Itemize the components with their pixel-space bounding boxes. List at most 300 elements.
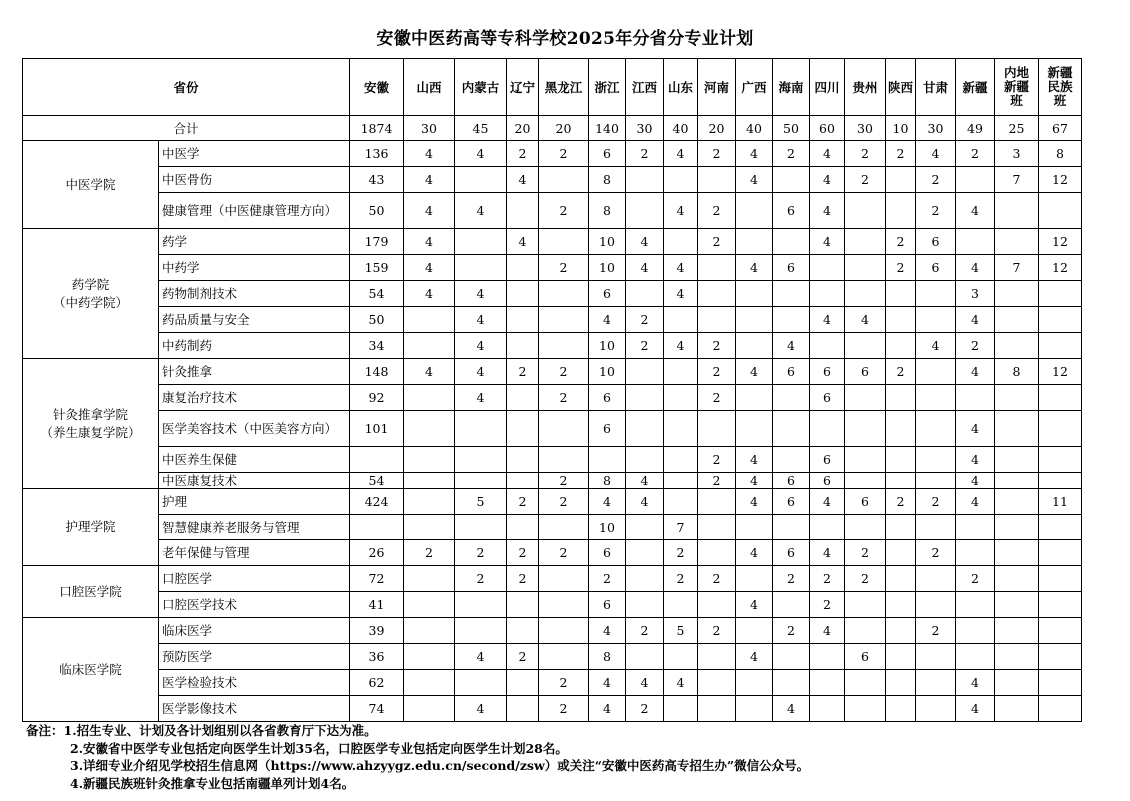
plan-cell: [736, 411, 773, 447]
plan-cell: 2: [698, 385, 736, 411]
plan-cell: 4: [626, 229, 664, 255]
total-cell: 1874: [350, 116, 404, 141]
plan-cell: [1039, 540, 1082, 566]
major-name: 中医康复技术: [159, 473, 350, 489]
plan-cell: [773, 515, 810, 540]
plan-cell: [626, 359, 664, 385]
plan-cell: 4: [916, 333, 956, 359]
plan-cell: [455, 515, 507, 540]
plan-cell: [995, 473, 1039, 489]
plan-cell: 6: [589, 281, 626, 307]
plan-cell: [539, 281, 589, 307]
plan-cell: 2: [539, 255, 589, 281]
plan-cell: [995, 447, 1039, 473]
plan-cell: 4: [736, 489, 773, 515]
plan-cell: [995, 515, 1039, 540]
table-row: [23, 566, 1082, 592]
plan-cell: 8: [995, 359, 1039, 385]
header-province: 陕西: [886, 59, 916, 116]
plan-cell: [1039, 644, 1082, 670]
plan-cell: 2: [539, 193, 589, 229]
college-subname-line: （中药学院）: [52, 294, 128, 310]
plan-cell: [404, 515, 455, 540]
plan-cell: [916, 670, 956, 696]
plan-cell: 4: [455, 359, 507, 385]
plan-cell: [404, 333, 455, 359]
total-cell: 20: [539, 116, 589, 141]
plan-cell: 2: [886, 141, 916, 167]
plan-cell: 2: [810, 566, 845, 592]
note-line-2: 2.安徽省中医学专业包括定向医学生计划35名，口腔医学专业包括定向医学生计划28名。: [70, 740, 568, 756]
plan-cell: [539, 229, 589, 255]
plan-cell: 2: [698, 333, 736, 359]
plan-cell: 2: [916, 540, 956, 566]
plan-cell: [886, 307, 916, 333]
plan-cell: 4: [736, 447, 773, 473]
table-row: [23, 141, 1082, 167]
plan-cell: 2: [845, 540, 886, 566]
plan-cell: [507, 307, 539, 333]
plan-cell: 4: [956, 489, 995, 515]
plan-cell: 2: [589, 566, 626, 592]
plan-cell: 4: [589, 489, 626, 515]
plan-cell: 2: [507, 540, 539, 566]
header-province: 山东: [664, 59, 698, 116]
plan-cell: 4: [664, 333, 698, 359]
plan-cell: [773, 167, 810, 193]
college-name-line: 临床医学院: [59, 661, 122, 677]
plan-cell: 2: [698, 566, 736, 592]
plan-cell: [886, 540, 916, 566]
college-name-line: 药学院: [71, 276, 110, 292]
plan-cell: [664, 473, 698, 489]
plan-cell: [1039, 193, 1082, 229]
table-row: [23, 255, 1082, 281]
plan-cell: 8: [1039, 141, 1082, 167]
plan-cell: 2: [626, 333, 664, 359]
plan-cell: 4: [589, 696, 626, 722]
plan-cell: 4: [956, 473, 995, 489]
plan-cell: [539, 566, 589, 592]
plan-cell: [1039, 385, 1082, 411]
plan-cell: 2: [773, 141, 810, 167]
major-name: 健康管理（中医健康管理方向）: [159, 193, 350, 229]
plan-cell: [736, 566, 773, 592]
plan-cell: 10: [589, 515, 626, 540]
plan-cell: [1039, 281, 1082, 307]
plan-cell: 6: [773, 255, 810, 281]
plan-cell: 7: [995, 255, 1039, 281]
header-province: 山西: [404, 59, 455, 116]
note-line-3: 3.详细专业介绍见学校招生信息网（https://www.ahzyygz.edu.cn/second/zsw）或关注“安徽中医药高专招生办”微信公众号。: [70, 758, 810, 774]
plan-cell: [773, 229, 810, 255]
plan-cell: [664, 385, 698, 411]
plan-cell: [995, 229, 1039, 255]
plan-cell: [736, 281, 773, 307]
plan-cell: [995, 566, 1039, 592]
college-name-line: 针灸推拿学院: [52, 406, 128, 422]
college-name: [23, 141, 159, 229]
major-name: 中医骨伤: [159, 167, 350, 193]
plan-cell: [916, 359, 956, 385]
plan-cell: [736, 307, 773, 333]
plan-cell: 7: [995, 167, 1039, 193]
plan-cell: [1039, 696, 1082, 722]
major-name: 医学影像技术: [159, 696, 350, 722]
plan-cell: 43: [350, 167, 404, 193]
plan-cell: [1039, 411, 1082, 447]
college-name: [23, 229, 159, 359]
plan-cell: [455, 255, 507, 281]
plan-cell: [404, 644, 455, 670]
plan-cell: 8: [589, 473, 626, 489]
total-cell: 40: [664, 116, 698, 141]
plan-cell: [539, 411, 589, 447]
college-name: [23, 359, 159, 489]
plan-cell: 6: [845, 359, 886, 385]
plan-cell: 2: [845, 566, 886, 592]
plan-cell: [736, 515, 773, 540]
header-xj-ethnic-line: 班: [1053, 93, 1067, 108]
plan-cell: [773, 644, 810, 670]
plan-cell: 4: [956, 670, 995, 696]
total-cell: 30: [404, 116, 455, 141]
plan-cell: 10: [589, 333, 626, 359]
major-name: 药物制剂技术: [159, 281, 350, 307]
page-title: 安徽中医药高等专科学校2025年分省分专业计划: [376, 29, 754, 49]
plan-cell: [1039, 307, 1082, 333]
plan-cell: [1039, 333, 1082, 359]
header-province: 安徽: [350, 59, 404, 116]
plan-cell: [995, 618, 1039, 644]
table-row: [23, 281, 1082, 307]
plan-cell: [886, 193, 916, 229]
plan-cell: 4: [956, 696, 995, 722]
enrollment-plan-table: [22, 58, 1082, 722]
plan-cell: 8: [589, 193, 626, 229]
plan-cell: [886, 696, 916, 722]
plan-cell: [626, 540, 664, 566]
plan-cell: 10: [589, 255, 626, 281]
plan-cell: 62: [350, 670, 404, 696]
plan-cell: 2: [916, 193, 956, 229]
plan-cell: [886, 644, 916, 670]
plan-cell: [698, 255, 736, 281]
total-cell: 50: [773, 116, 810, 141]
plan-cell: [664, 644, 698, 670]
total-cell: 60: [810, 116, 845, 141]
table-row: [23, 644, 1082, 670]
plan-cell: [810, 255, 845, 281]
plan-cell: 6: [810, 385, 845, 411]
college-name: [23, 489, 159, 566]
plan-cell: 2: [626, 307, 664, 333]
plan-cell: [507, 696, 539, 722]
plan-cell: 8: [589, 644, 626, 670]
plan-cell: 2: [539, 670, 589, 696]
plan-cell: 2: [698, 618, 736, 644]
plan-cell: [664, 447, 698, 473]
plan-cell: 26: [350, 540, 404, 566]
plan-cell: 4: [626, 473, 664, 489]
plan-cell: 2: [916, 618, 956, 644]
plan-cell: 2: [810, 592, 845, 618]
plan-cell: [845, 333, 886, 359]
plan-cell: 2: [916, 167, 956, 193]
plan-cell: 6: [589, 141, 626, 167]
plan-cell: [886, 515, 916, 540]
plan-cell: [626, 411, 664, 447]
plan-cell: [916, 515, 956, 540]
plan-cell: [956, 385, 995, 411]
plan-cell: 4: [664, 281, 698, 307]
plan-cell: [698, 489, 736, 515]
plan-cell: [507, 670, 539, 696]
total-cell: 49: [956, 116, 995, 141]
plan-cell: [539, 618, 589, 644]
plan-cell: [916, 592, 956, 618]
table-row: [23, 193, 1082, 229]
header-province: 甘肃: [916, 59, 956, 116]
table-row: [23, 696, 1082, 722]
plan-cell: 4: [736, 473, 773, 489]
plan-cell: [539, 167, 589, 193]
plan-cell: [773, 307, 810, 333]
plan-cell: 2: [539, 141, 589, 167]
plan-cell: 4: [404, 167, 455, 193]
table-row: [23, 447, 1082, 473]
header-province: 黑龙江: [539, 59, 589, 116]
table-row: [23, 592, 1082, 618]
plan-cell: [916, 566, 956, 592]
plan-cell: 8: [589, 167, 626, 193]
plan-cell: [886, 333, 916, 359]
plan-cell: [507, 592, 539, 618]
plan-cell: [886, 618, 916, 644]
plan-cell: 4: [455, 696, 507, 722]
plan-cell: [404, 411, 455, 447]
plan-cell: 50: [350, 193, 404, 229]
plan-cell: [539, 333, 589, 359]
plan-cell: [455, 167, 507, 193]
plan-cell: [664, 229, 698, 255]
plan-cell: 6: [773, 540, 810, 566]
plan-cell: 6: [589, 411, 626, 447]
plan-cell: 4: [455, 281, 507, 307]
major-name: 中药制药: [159, 333, 350, 359]
plan-cell: 2: [664, 566, 698, 592]
plan-cell: [1039, 447, 1082, 473]
plan-cell: [455, 411, 507, 447]
plan-cell: 34: [350, 333, 404, 359]
plan-cell: [664, 167, 698, 193]
plan-cell: 2: [698, 193, 736, 229]
plan-cell: 54: [350, 281, 404, 307]
plan-cell: [845, 229, 886, 255]
total-cell: 25: [995, 116, 1039, 141]
plan-cell: 4: [773, 333, 810, 359]
plan-cell: [664, 411, 698, 447]
plan-cell: [995, 307, 1039, 333]
plan-cell: [698, 167, 736, 193]
header-province: 新疆: [956, 59, 995, 116]
plan-cell: 12: [1039, 359, 1082, 385]
plan-cell: [995, 281, 1039, 307]
plan-cell: 6: [810, 473, 845, 489]
plan-cell: [539, 592, 589, 618]
plan-cell: [626, 193, 664, 229]
total-cell: 30: [845, 116, 886, 141]
plan-cell: 12: [1039, 229, 1082, 255]
plan-cell: [995, 193, 1039, 229]
plan-cell: 2: [626, 141, 664, 167]
plan-cell: [995, 385, 1039, 411]
plan-cell: 4: [507, 167, 539, 193]
plan-cell: [698, 515, 736, 540]
plan-cell: 2: [507, 359, 539, 385]
plan-cell: 4: [404, 193, 455, 229]
major-name: 中医学: [159, 141, 350, 167]
plan-cell: [698, 411, 736, 447]
major-name: 药学: [159, 229, 350, 255]
plan-cell: 74: [350, 696, 404, 722]
plan-cell: [404, 566, 455, 592]
plan-cell: [773, 281, 810, 307]
plan-cell: 2: [956, 333, 995, 359]
plan-cell: 179: [350, 229, 404, 255]
plan-cell: [916, 307, 956, 333]
plan-cell: [698, 670, 736, 696]
plan-cell: [916, 644, 956, 670]
table-row: [23, 670, 1082, 696]
plan-cell: 4: [404, 281, 455, 307]
major-name: 智慧健康养老服务与管理: [159, 515, 350, 540]
plan-cell: [845, 411, 886, 447]
plan-cell: 4: [956, 359, 995, 385]
plan-cell: 72: [350, 566, 404, 592]
plan-cell: 4: [455, 141, 507, 167]
plan-cell: [404, 307, 455, 333]
plan-cell: [1039, 670, 1082, 696]
plan-cell: [773, 411, 810, 447]
header-province: 海南: [773, 59, 810, 116]
plan-cell: [956, 167, 995, 193]
plan-cell: 4: [589, 670, 626, 696]
plan-cell: [404, 618, 455, 644]
plan-cell: 2: [698, 473, 736, 489]
plan-cell: [810, 333, 845, 359]
plan-cell: [845, 255, 886, 281]
table-row: [23, 385, 1082, 411]
header-province: 四川: [810, 59, 845, 116]
plan-cell: [845, 281, 886, 307]
plan-cell: 2: [698, 229, 736, 255]
plan-cell: [810, 670, 845, 696]
plan-cell: 4: [956, 193, 995, 229]
header-province: 江西: [626, 59, 664, 116]
plan-cell: [736, 385, 773, 411]
plan-cell: [956, 618, 995, 644]
plan-cell: 6: [773, 193, 810, 229]
plan-cell: 2: [956, 141, 995, 167]
plan-cell: [886, 473, 916, 489]
plan-cell: [455, 473, 507, 489]
plan-cell: [845, 618, 886, 644]
plan-cell: [810, 411, 845, 447]
plan-cell: [886, 447, 916, 473]
plan-cell: [404, 592, 455, 618]
major-name: 护理: [159, 489, 350, 515]
plan-cell: [507, 385, 539, 411]
major-name: 口腔医学: [159, 566, 350, 592]
plan-cell: 4: [664, 670, 698, 696]
plan-cell: 159: [350, 255, 404, 281]
plan-cell: [664, 359, 698, 385]
plan-cell: 4: [736, 644, 773, 670]
plan-cell: 4: [507, 229, 539, 255]
plan-cell: 6: [845, 489, 886, 515]
plan-cell: 4: [810, 540, 845, 566]
plan-cell: [1039, 592, 1082, 618]
plan-cell: 2: [455, 540, 507, 566]
plan-cell: [350, 515, 404, 540]
plan-cell: 6: [589, 540, 626, 566]
plan-cell: 6: [916, 229, 956, 255]
college-name-line: 护理学院: [65, 519, 116, 534]
plan-cell: [736, 696, 773, 722]
plan-cell: [845, 473, 886, 489]
header-xj-ethnic-line: 新疆: [1047, 65, 1073, 80]
plan-cell: 92: [350, 385, 404, 411]
major-name: 医学检验技术: [159, 670, 350, 696]
plan-cell: 41: [350, 592, 404, 618]
plan-cell: [626, 281, 664, 307]
plan-cell: [539, 644, 589, 670]
total-cell: 20: [698, 116, 736, 141]
plan-cell: 148: [350, 359, 404, 385]
table-row: [23, 411, 1082, 447]
plan-cell: 4: [736, 592, 773, 618]
plan-cell: [916, 385, 956, 411]
plan-cell: [1039, 473, 1082, 489]
plan-cell: [845, 193, 886, 229]
plan-cell: 2: [886, 489, 916, 515]
notes: [26, 722, 809, 792]
plan-cell: [507, 255, 539, 281]
plan-cell: 54: [350, 473, 404, 489]
plan-cell: 4: [810, 618, 845, 644]
plan-cell: 2: [507, 566, 539, 592]
total-cell: 10: [886, 116, 916, 141]
college-name-line: 中医学院: [65, 176, 116, 192]
plan-cell: 4: [455, 307, 507, 333]
plan-cell: [455, 670, 507, 696]
header-province-label: 省份: [23, 59, 350, 116]
table-row: [23, 618, 1082, 644]
plan-cell: 7: [664, 515, 698, 540]
table-row: [23, 307, 1082, 333]
plan-cell: 2: [773, 566, 810, 592]
plan-cell: [698, 540, 736, 566]
plan-cell: [956, 540, 995, 566]
plan-cell: 2: [507, 489, 539, 515]
table-row: [23, 167, 1082, 193]
plan-cell: [698, 307, 736, 333]
plan-cell: [845, 696, 886, 722]
plan-cell: [886, 385, 916, 411]
table-row: [23, 473, 1082, 489]
plan-cell: [507, 281, 539, 307]
